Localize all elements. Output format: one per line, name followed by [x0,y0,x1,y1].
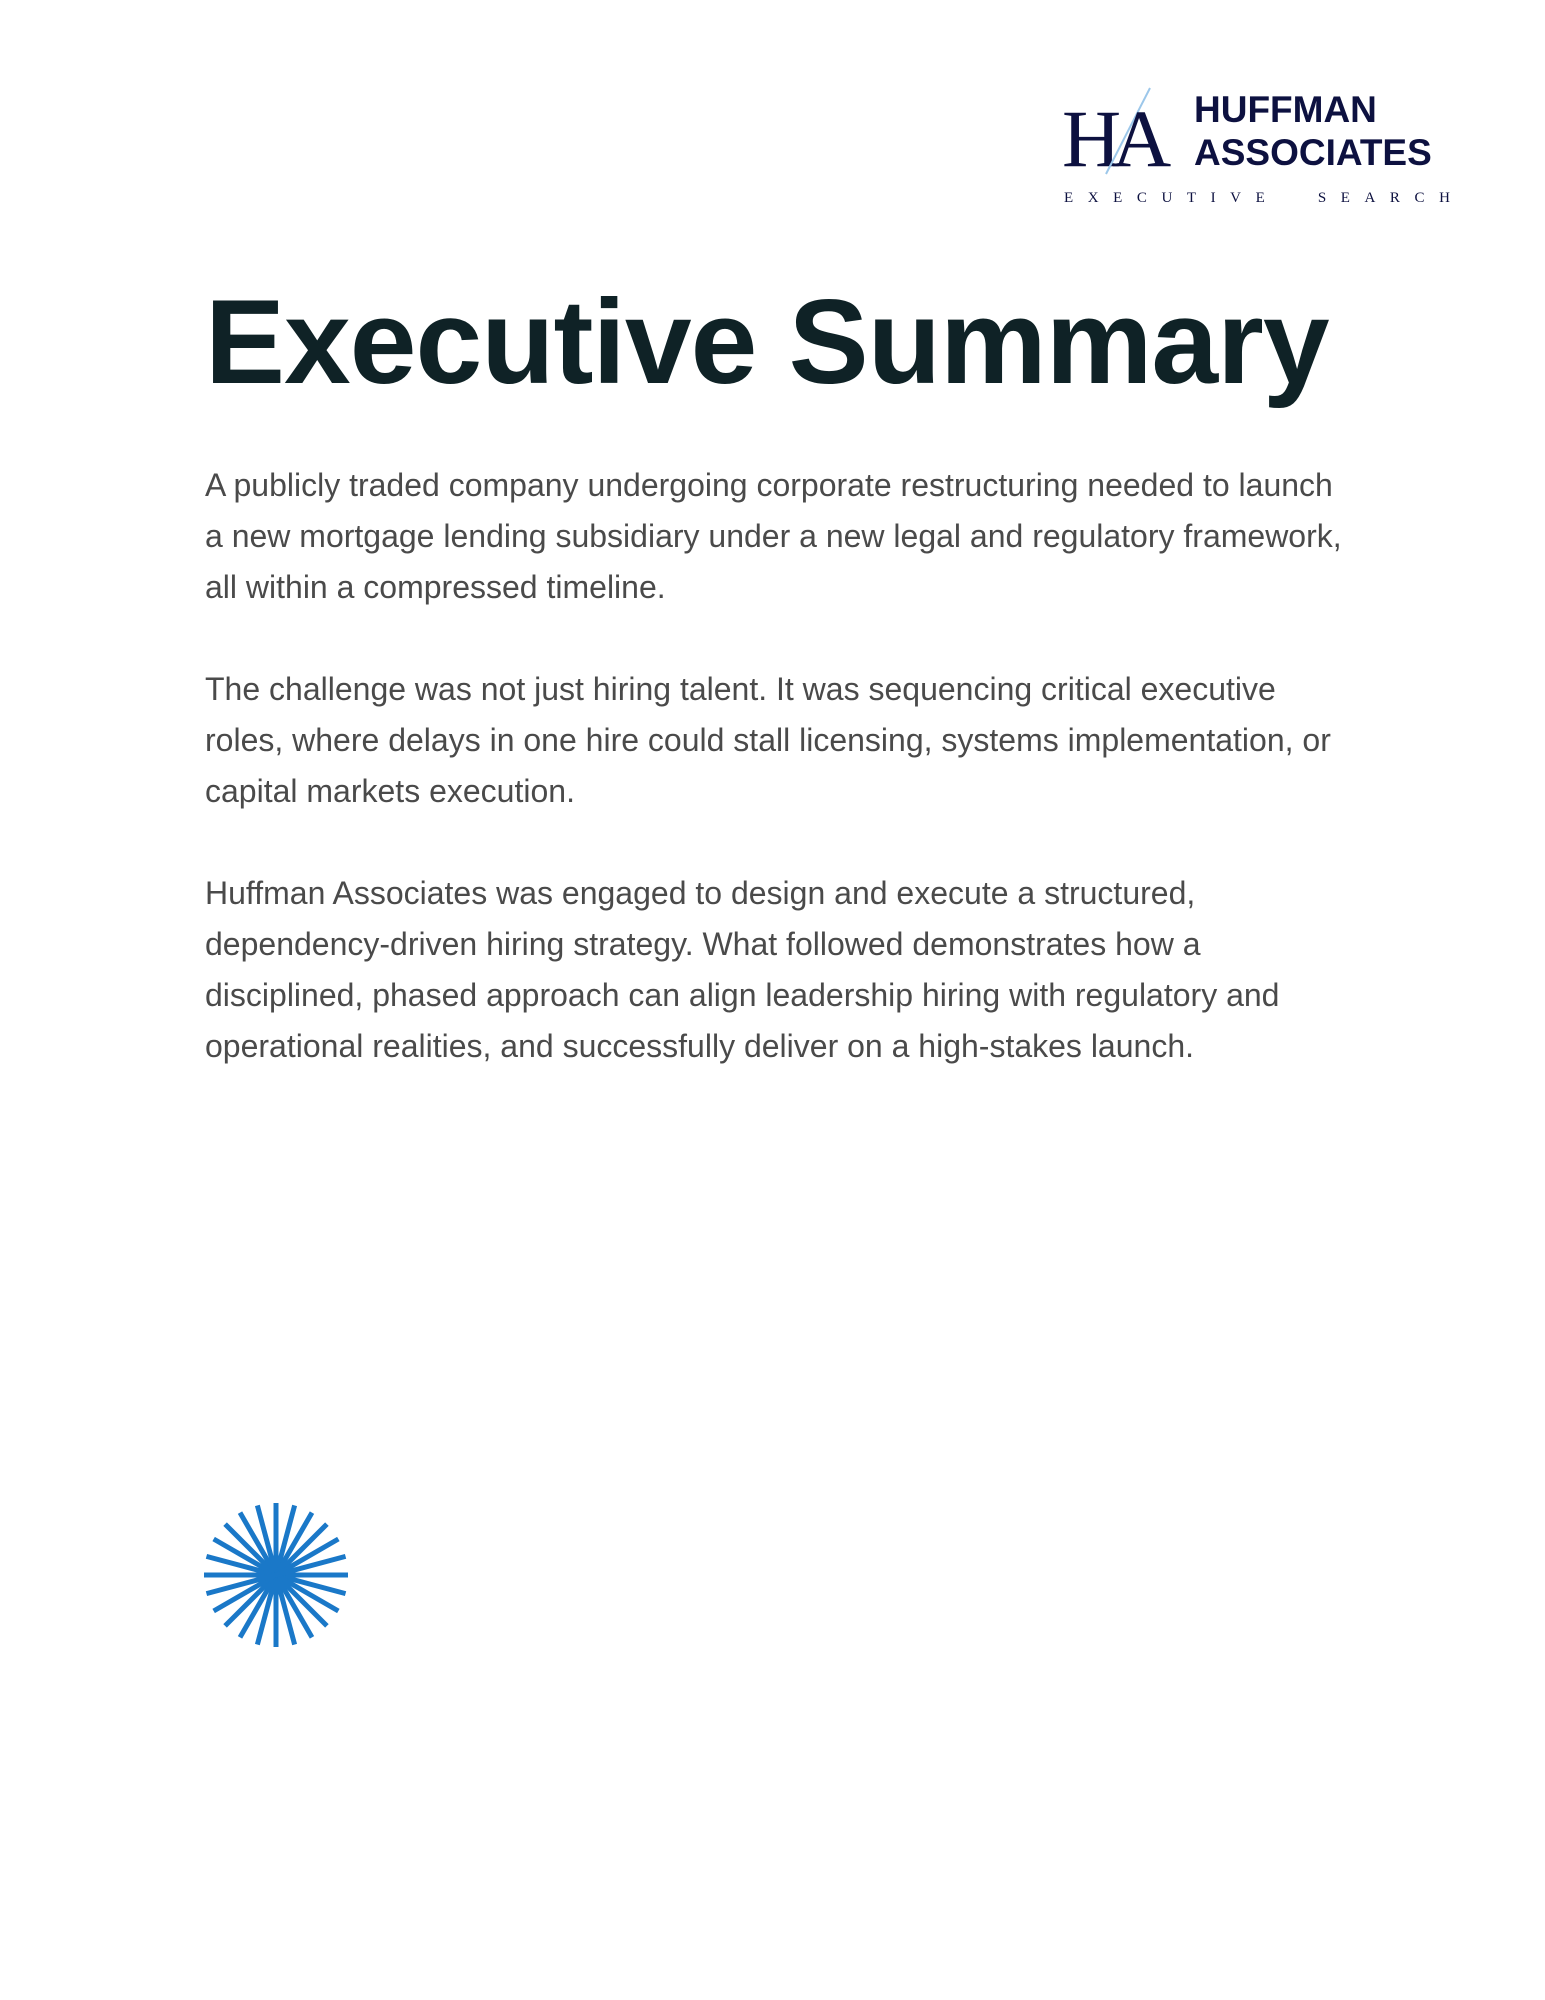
page-title: Executive Summary [205,275,1329,409]
starburst-icon [203,1502,349,1648]
monogram-h: H [1062,93,1122,176]
tagline-gap [1279,190,1303,207]
tagline-letter: R [1389,190,1400,206]
summary-paragraph-2: The challenge was not just hiring talent. It was sequencing critical executive roles, where delays in one hire could stall licensing, systems implementation, or capital markets execution. [205,671,1331,809]
tagline-letter: E [1064,190,1074,206]
company-logo [1062,86,1450,212]
tagline-letter: S [1317,190,1327,206]
tagline-letter: C [1136,190,1147,206]
summary-paragraph-3: Huffman Associates was engaged to design and execute a structured, dependency-driven hiring strategy. What followed demonstrates how a disciplined, phased approach can align leadership hiring with regulatory and operational realities, and successfully deliver on a high-stakes launch. [205,875,1280,1064]
tagline-letter: I [1210,190,1216,206]
monogram-a: A [1112,93,1172,176]
tagline-letter: U [1161,190,1173,206]
logo-name-line2: ASSOCIATES [1194,132,1432,173]
tagline-letter: V [1230,190,1241,206]
summary-paragraph-1: A publicly traded company undergoing corporate restructuring needed to launch a new mortgage lending subsidiary under a new legal and regulatory framework, all within a compressed timeline. [205,467,1342,605]
tagline-letter: A [1364,190,1376,206]
tagline-letter: E [1340,190,1350,206]
tagline-letter: X [1087,190,1099,206]
tagline-letter: E [1113,190,1123,206]
tagline-letter: E [1255,190,1265,206]
tagline-letter: T [1186,190,1197,206]
logo-tagline [1064,190,1450,207]
logo-name-line1: HUFFMAN [1194,89,1377,130]
logo-wordmark [1194,88,1432,174]
summary-body [205,460,1355,1123]
tagline-letter: C [1414,190,1425,206]
ha-monogram-logo [1062,86,1180,176]
tagline-letter: H [1439,190,1450,206]
